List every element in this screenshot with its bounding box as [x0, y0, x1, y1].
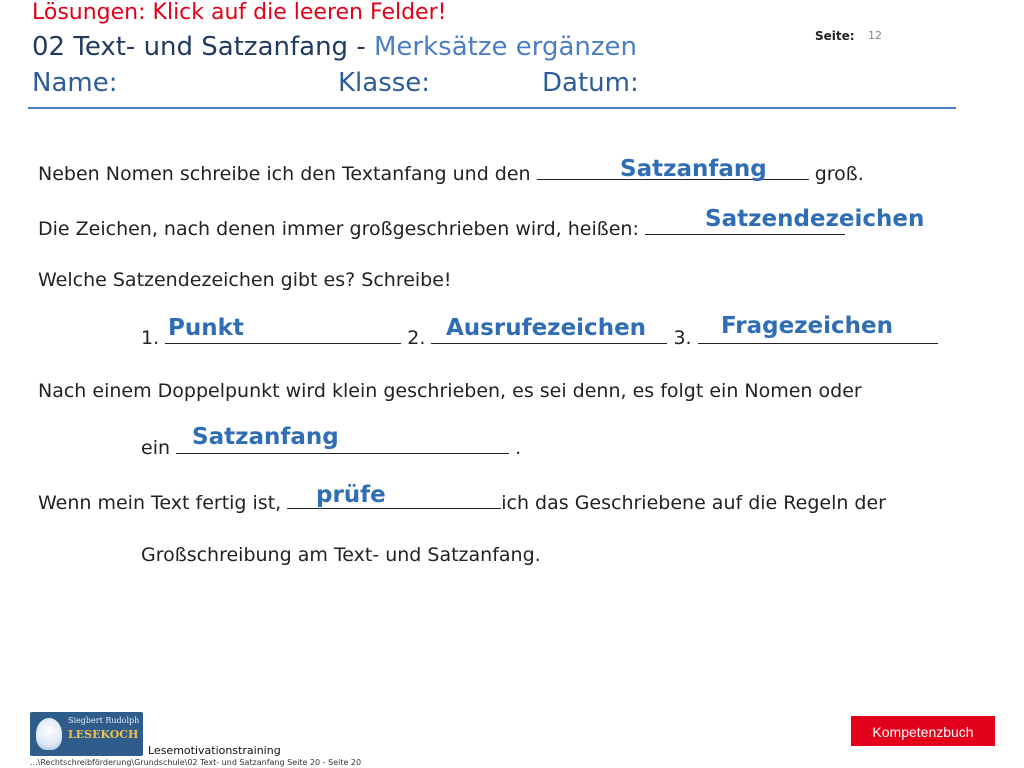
sentence-4b-text: ein [141, 437, 171, 459]
sentence-4-end: . [515, 437, 522, 459]
class-label: Klasse: [338, 68, 431, 98]
sentence-2-text: Die Zeichen, nach denen immer großgeschrieben wird, heißen: [38, 218, 639, 240]
logo-author: Siegbert Rudolph [68, 716, 140, 725]
header-divider [28, 107, 956, 109]
title-accent: Merksätze ergänzen [373, 32, 638, 62]
answer-list-3[interactable]: Fragezeichen [721, 313, 894, 339]
answer-5[interactable]: prüfe [316, 482, 386, 508]
sentence-5-text: Wenn mein Text fertig ist, [38, 492, 282, 514]
sentence-1-end: groß. [814, 163, 864, 185]
answer-list-2[interactable]: Ausrufezeichen [446, 315, 647, 341]
page-number: 12 [868, 29, 882, 42]
answer-1[interactable]: Satzanfang [620, 156, 767, 182]
kompetenzbuch-button[interactable]: Kompetenzbuch [851, 716, 995, 746]
title-main: 02 Text- und Satzanfang - [32, 32, 374, 62]
course-title: Lesemotivationstraining [148, 744, 281, 757]
name-label: Name: [32, 68, 118, 98]
answer-list-1[interactable]: Punkt [168, 315, 244, 341]
sentence-3: Welche Satzendezeichen gibt es? Schreibe! [38, 269, 452, 291]
file-path: ...\Rechtschreibförderung\Grundschule\02 Text- und Satzanfang Seite 20 - Seite 20 [30, 758, 362, 767]
sentence-1-text: Neben Nomen schreibe ich den Textanfang und den [38, 163, 531, 185]
sentence-4: Nach einem Doppelpunkt wird klein geschrieben, es sei denn, es folgt ein Nomen oder [38, 380, 862, 402]
list-number-2: 2. [407, 327, 426, 349]
sentence-6: Großschreibung am Text- und Satzanfang. [141, 544, 541, 566]
page-label: Seite: [815, 29, 855, 43]
leseskoch-logo [30, 712, 143, 756]
date-label: Datum: [542, 68, 639, 98]
answer-4[interactable]: Satzanfang [192, 424, 339, 450]
lightbulb-icon [36, 718, 62, 750]
answer-2[interactable]: Satzendezeichen [705, 206, 925, 232]
page-title [32, 32, 637, 62]
sentence-5 [38, 489, 886, 514]
logo-brand: LESEKOCH [68, 728, 139, 741]
sentence-5-end: ich das Geschriebene auf die Regeln der [501, 492, 886, 514]
list-number-3: 3. [673, 327, 692, 349]
instruction-heading: Lösungen: Klick auf die leeren Felder! [32, 0, 447, 25]
list-number-1: 1. [141, 327, 160, 349]
